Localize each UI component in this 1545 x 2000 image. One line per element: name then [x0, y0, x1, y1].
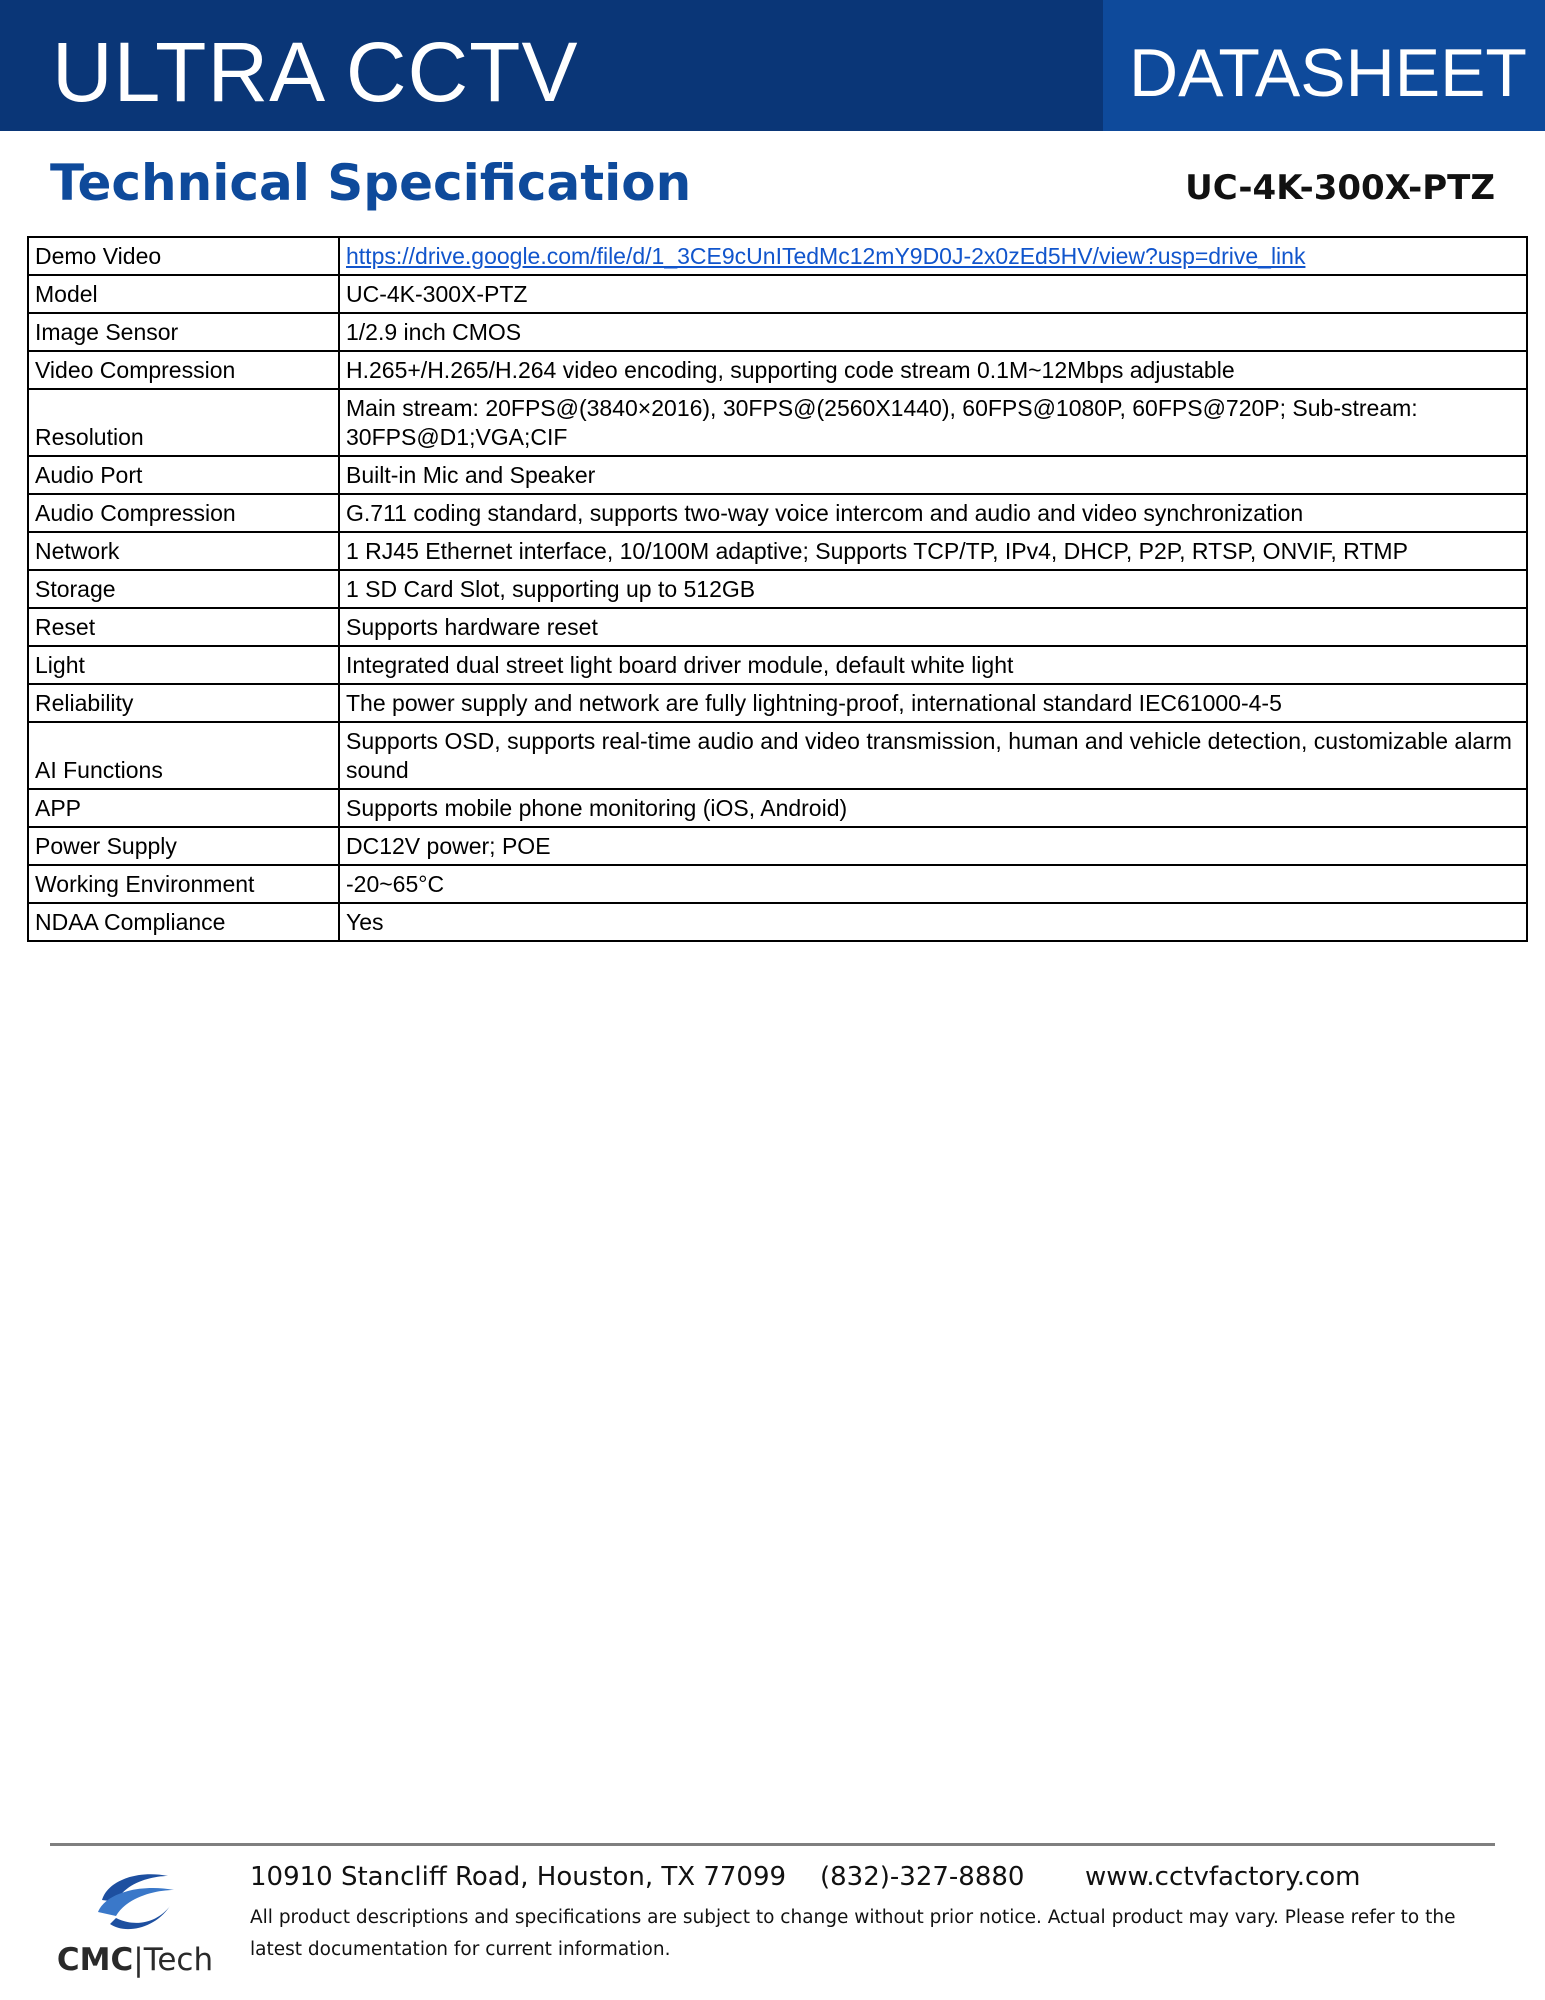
- logo-rest: Tech: [143, 1942, 214, 1978]
- spec-label: Audio Compression: [28, 494, 339, 532]
- table-row: [28, 646, 1527, 684]
- spec-table-container: [27, 236, 1526, 942]
- table-row: [28, 789, 1527, 827]
- spec-label: APP: [28, 789, 339, 827]
- spec-label: Audio Port: [28, 456, 339, 494]
- spec-label: Light: [28, 646, 339, 684]
- page-title: Technical Specification: [50, 154, 692, 212]
- footer-website: www.cctvfactory.com: [1085, 1862, 1361, 1892]
- spec-label: Working Environment: [28, 865, 339, 903]
- footer-address: 10910 Stancliff Road, Houston, TX 77099: [250, 1862, 787, 1892]
- table-row: [28, 494, 1527, 532]
- spec-label: Resolution: [28, 389, 339, 456]
- spec-label: Power Supply: [28, 827, 339, 865]
- spec-value: H.265+/H.265/H.264 video encoding, supporting code stream 0.1M~12Mbps adjustable: [339, 351, 1527, 389]
- spec-value: Integrated dual street light board driver module, default white light: [339, 646, 1527, 684]
- spec-value: DC12V power; POE: [339, 827, 1527, 865]
- table-row: [28, 827, 1527, 865]
- footer-phone: (832)-327-8880: [820, 1862, 1025, 1892]
- spec-label: Model: [28, 275, 339, 313]
- table-row: [28, 608, 1527, 646]
- spec-label: Reliability: [28, 684, 339, 722]
- table-row: [28, 570, 1527, 608]
- table-row: [28, 532, 1527, 570]
- spec-value: 1 RJ45 Ethernet interface, 10/100M adaptive; Supports TCP/TP, IPv4, DHCP, P2P, RTSP, ONVIF, RTMP: [339, 532, 1527, 570]
- table-row: [28, 865, 1527, 903]
- table-row: [28, 722, 1527, 789]
- spec-label: AI Functions: [28, 722, 339, 789]
- demo-video-link[interactable]: https://drive.google.com/file/d/1_3CE9cUnITedMc12mY9D0J-2x0zEd5HV/view?usp=drive_link: [346, 243, 1306, 269]
- model-number: UC-4K-300X-PTZ: [1185, 168, 1495, 208]
- spec-value: Supports hardware reset: [339, 608, 1527, 646]
- spec-label: Image Sensor: [28, 313, 339, 351]
- spec-table: [27, 236, 1528, 942]
- spec-value: The power supply and network are fully lightning-proof, international standard IEC61000-4-5: [339, 684, 1527, 722]
- header-banner: [0, 0, 1545, 131]
- table-row: [28, 389, 1527, 456]
- company-logo: [50, 1862, 220, 1982]
- table-row: [28, 684, 1527, 722]
- table-row: [28, 275, 1527, 313]
- table-row: [28, 903, 1527, 941]
- spec-label: Demo Video: [28, 237, 339, 275]
- table-row: [28, 456, 1527, 494]
- table-row: [28, 351, 1527, 389]
- spec-value: -20~65°C: [339, 865, 1527, 903]
- spec-value: G.711 coding standard, supports two-way voice intercom and audio and video synchronization: [339, 494, 1527, 532]
- spec-value: Main stream: 20FPS@(3840×2016), 30FPS@(2560X1440), 60FPS@1080P, 60FPS@720P; Sub-stream: 30FPS@D1;VGA;CIF: [339, 389, 1527, 456]
- spec-value: 1/2.9 inch CMOS: [339, 313, 1527, 351]
- table-row: [28, 237, 1527, 275]
- spec-value: 1 SD Card Slot, supporting up to 512GB: [339, 570, 1527, 608]
- spec-value: UC-4K-300X-PTZ: [339, 275, 1527, 313]
- logo-wordmark: CMC|Tech: [56, 1942, 214, 1978]
- spec-label: NDAA Compliance: [28, 903, 339, 941]
- table-row: [28, 313, 1527, 351]
- brand-name: ULTRA CCTV: [52, 25, 579, 119]
- logo-strong: CMC: [56, 1942, 134, 1978]
- spec-value: [339, 237, 1527, 275]
- spec-label: Reset: [28, 608, 339, 646]
- spec-label: Network: [28, 532, 339, 570]
- footer-disclaimer: All product descriptions and specifications are subject to change without prior notice. Actual product may vary. Please refer to the latest documentation for current information.: [250, 1907, 1456, 1960]
- spec-value: Supports mobile phone monitoring (iOS, Android): [339, 789, 1527, 827]
- spec-label: Storage: [28, 570, 339, 608]
- spec-value: Yes: [339, 903, 1527, 941]
- datasheet-label: DATASHEET: [1129, 35, 1527, 111]
- datasheet-badge: [1103, 0, 1545, 131]
- footer-divider: [50, 1843, 1495, 1846]
- cmc-swoosh-logo-icon: [50, 1862, 220, 1942]
- spec-label: Video Compression: [28, 351, 339, 389]
- spec-value: Supports OSD, supports real-time audio and video transmission, human and vehicle detection, customizable alarm sound: [339, 722, 1527, 789]
- spec-value: Built-in Mic and Speaker: [339, 456, 1527, 494]
- contact-line: [250, 1857, 1361, 1897]
